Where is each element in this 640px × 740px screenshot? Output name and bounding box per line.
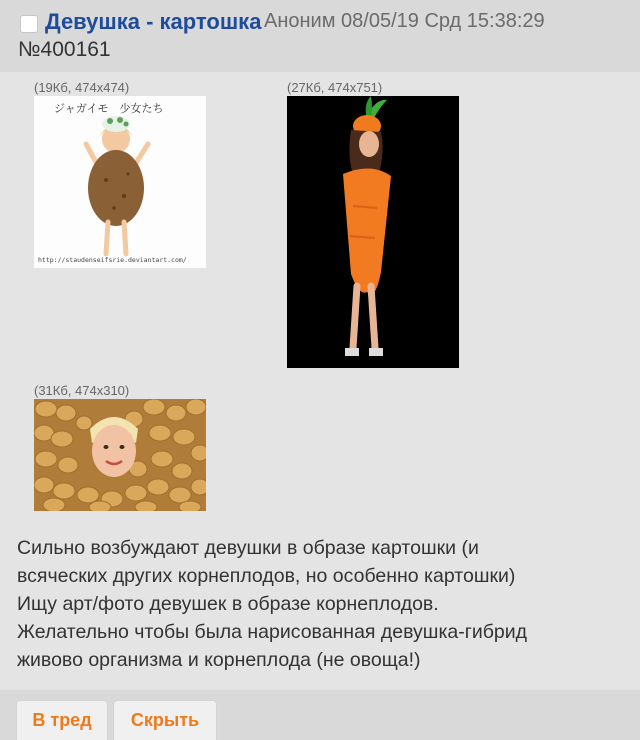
thumbnail-potatoes-photo[interactable] (34, 399, 206, 511)
post-author-date: Аноним 08/05/19 Срд 15:38:29 (264, 10, 545, 32)
thumbnail-potato-girl-drawing[interactable] (34, 96, 206, 268)
message-line: Желательно чтобы была нарисованная девушка-гибрид (17, 621, 528, 643)
thumbnail-carrot-costume-photo[interactable] (287, 96, 459, 368)
file-info-1[interactable]: (19Кб, 474x474) (34, 80, 130, 95)
message-line: всяческих других корнеплодов, но особенно картошки) (17, 565, 516, 587)
post-header (0, 0, 640, 72)
message-line: Ищу арт/фото девушек в образе корнеплодов. (17, 593, 439, 615)
hide-button[interactable]: Скрыть (113, 700, 217, 740)
to-thread-button[interactable]: В тред (16, 700, 108, 740)
message-line: живово организма и корнеплода (не овоща!) (17, 649, 421, 671)
post-select-checkbox[interactable] (20, 15, 38, 33)
message-line: Сильно возбуждают девушки в образе картошки (и (17, 537, 479, 559)
thumbnail-caption-url: http://staudenseifsrie.deviantart.com/ (38, 256, 187, 264)
file-info-2[interactable]: (27Кб, 474x751) (287, 80, 383, 95)
thumbnail-caption-japanese: ジャガイモ 少女たち (54, 103, 164, 115)
post-message (17, 534, 627, 674)
post-subject: Девушка - картошка (45, 9, 262, 34)
file-info-3[interactable]: (31Кб, 474x310) (34, 383, 130, 398)
post-number[interactable]: №400161 (18, 38, 111, 61)
